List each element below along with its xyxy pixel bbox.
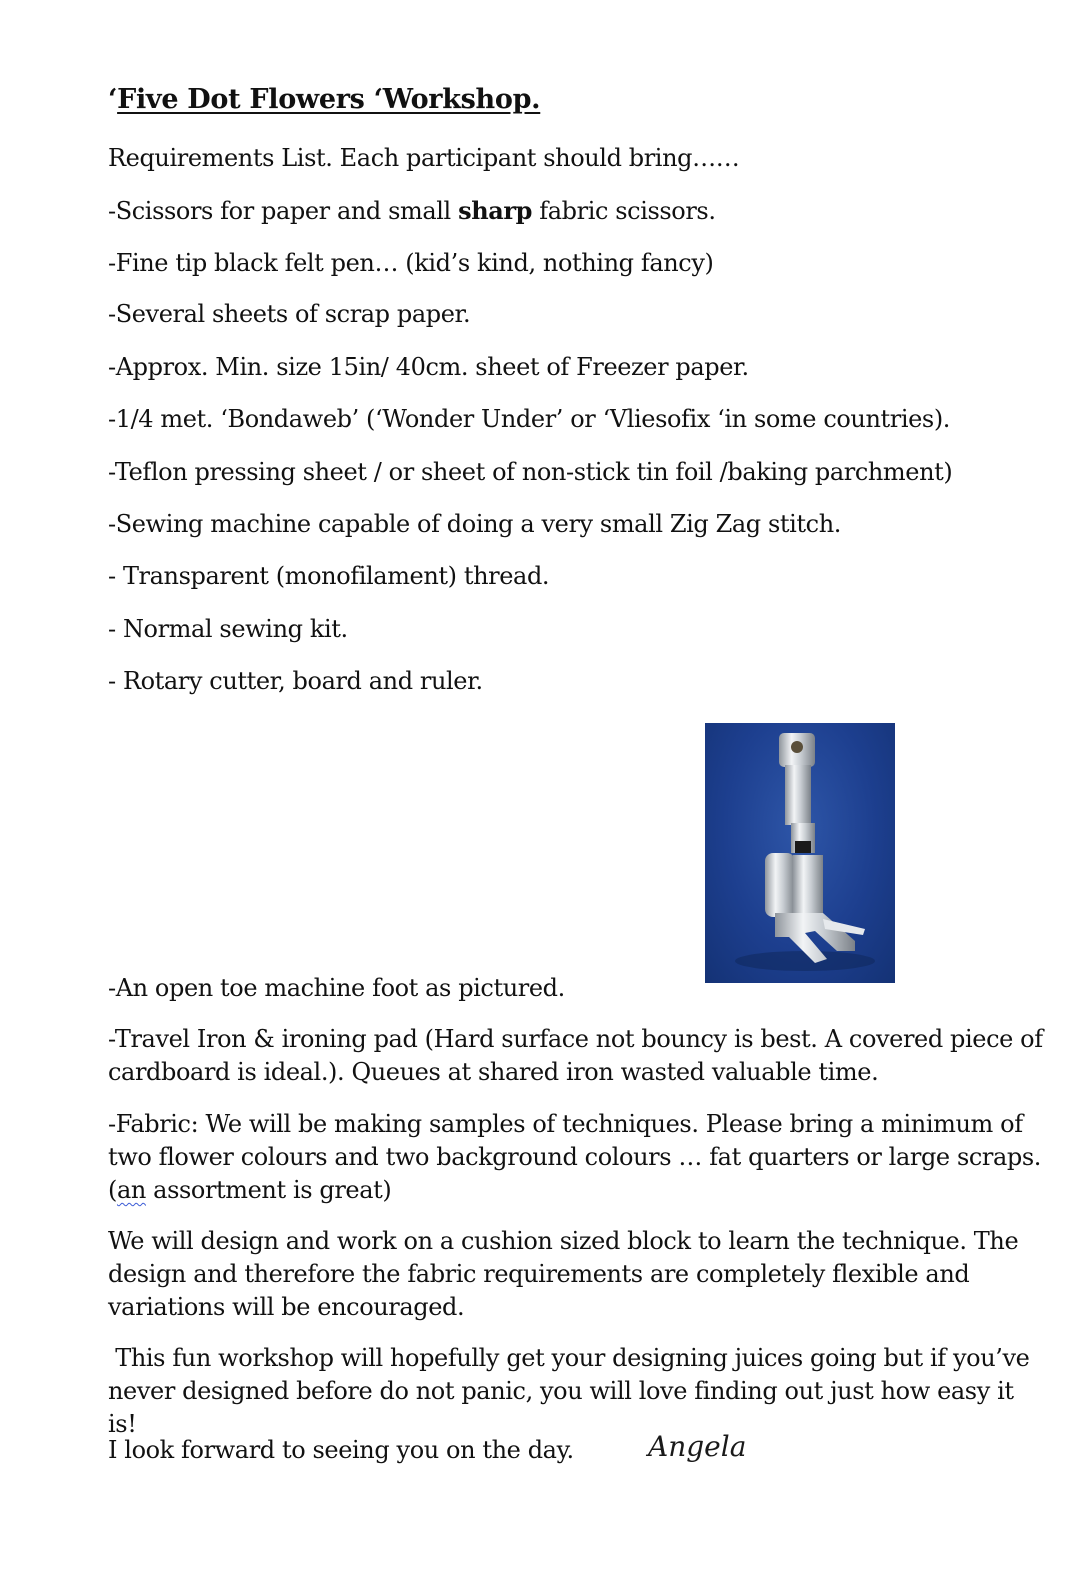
title-quote: ‘ xyxy=(108,84,118,115)
page-title xyxy=(108,84,540,115)
item-pen: -Fine tip black felt pen… (kid’s kind, nothing fancy) xyxy=(108,249,714,277)
item-open-toe-foot: -An open toe machine foot as pictured. xyxy=(108,974,565,1002)
item-bondaweb: -1/4 met. ‘Bondaweb’ (‘Wonder Under’ or ‘Vliesofix ‘in some countries). xyxy=(108,405,951,433)
item-freezer-paper: -Approx. Min. size 15in/ 40cm. sheet of Freezer paper. xyxy=(108,353,749,381)
item-iron: -Travel Iron & ironing pad (Hard surface not bouncy is best. A covered piece of cardboard is ideal.). Queues at shared iron wasted valuable time. xyxy=(108,1025,1043,1086)
item-scissors-before: -Scissors for paper and small xyxy=(108,197,459,225)
item-scissors-bold: sharp xyxy=(458,196,533,225)
item-thread: - Transparent (monofilament) thread. xyxy=(108,562,550,590)
item-teflon: -Teflon pressing sheet / or sheet of non-stick tin foil /baking parchment) xyxy=(108,458,953,486)
item-paper: -Several sheets of scrap paper. xyxy=(108,300,471,328)
item-sewing-machine: -Sewing machine capable of doing a very small Zig Zag stitch. xyxy=(108,510,841,538)
item-scissors-after: fabric scissors. xyxy=(532,197,716,225)
item-rotary-cutter: - Rotary cutter, board and ruler. xyxy=(108,667,483,695)
item-fabric xyxy=(108,1108,1048,1207)
fun-paragraph: This fun workshop will hopefully get your designing juices going but if you’ve never designed before do not panic, you will love finding out just how easy it is! xyxy=(108,1344,1037,1438)
item-fabric-main: -Fabric: We will be making samples of techniques. Please bring a minimum of two flower colours and two background colours … fat quarters or large scraps. ( xyxy=(108,1110,1041,1204)
item-sewing-kit: - Normal sewing kit. xyxy=(108,615,348,643)
presser-foot-icon xyxy=(705,723,895,983)
presser-foot-photo xyxy=(705,723,895,983)
design-paragraph: We will design and work on a cushion sized block to learn the technique. The design and therefore the fabric requirements are completely flexible and variations will be encouraged. xyxy=(108,1227,1019,1321)
item-scissors xyxy=(108,194,716,228)
title-text: Five Dot Flowers ‘Workshop. xyxy=(117,84,541,115)
item-fabric-end: assortment is great) xyxy=(145,1176,392,1204)
item-fabric-underlined: an xyxy=(116,1176,146,1204)
closing-line: I look forward to seeing you on the day. xyxy=(108,1436,574,1464)
signature: Angela xyxy=(648,1430,747,1463)
requirements-intro: Requirements List. Each participant should bring…… xyxy=(108,144,740,172)
